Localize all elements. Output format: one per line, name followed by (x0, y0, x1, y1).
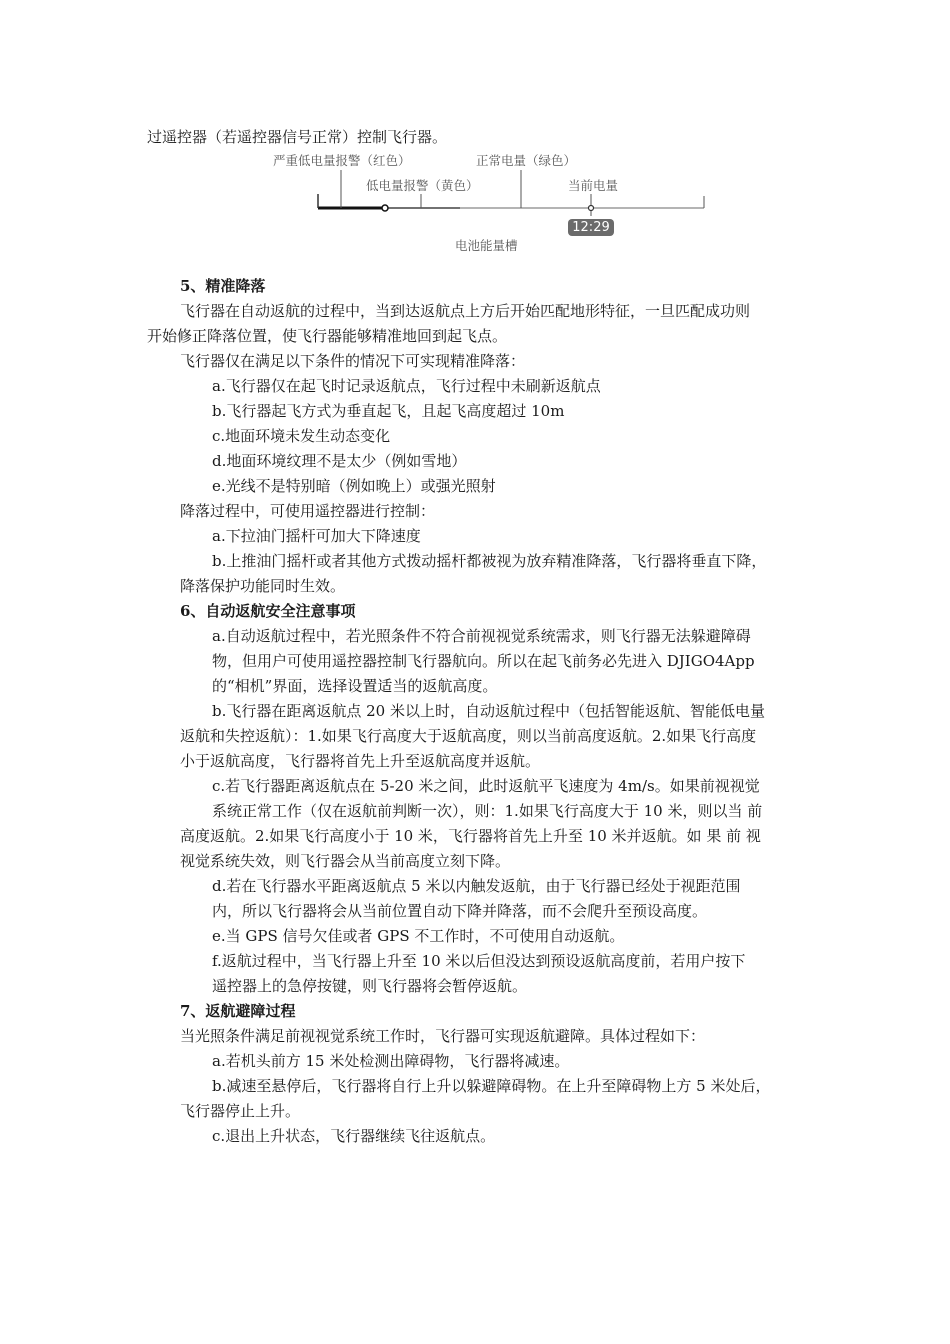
condition-b: b.飞行器起飞方式为垂直起飞，且起飞高度超过 10m (212, 402, 565, 420)
label-current: 当前电量 (568, 178, 619, 193)
battery-diagram-graphic (0, 0, 950, 260)
item-c-1: c.若飞行器距离返航点在 5-20 米之间，此时返航平飞速度为 4m/s。如果前视视觉 (212, 777, 760, 795)
item-d-2: 内，所以飞行器将会从当前位置自动下降并降落，而不会爬升至预设高度。 (212, 902, 708, 920)
step-b-2: 飞行器停止上升。 (180, 1102, 301, 1120)
item-b-2: 返航和失控返航）：1.如果飞行高度大于返航高度，则以当前高度返航。2.如果飞行高度 (180, 727, 757, 745)
section-5-p1a: 飞行器在自动返航的过程中，当到达返航点上方后开始匹配地形特征，一旦匹配成功则 (180, 302, 751, 320)
condition-e: e.光线不是特别暗（例如晚上）或强光照射 (212, 477, 496, 495)
condition-d: d.地面环境纹理不是太少（例如雪地） (212, 452, 467, 470)
item-c-2: 系统正常工作（仅在返航前判断一次），则：1.如果飞行高度大于 10 米，则以当 前 (212, 802, 763, 820)
label-severe-low: 严重低电量报警（红色） (273, 153, 411, 168)
current-dot (589, 206, 594, 211)
item-b-1: b.飞行器在距离返航点 20 米以上时，自动返航过程中（包括智能返航、智能低电量 (212, 702, 765, 720)
step-a: a.若机头前方 15 米处检测出障碍物，飞行器将减速。 (212, 1052, 570, 1070)
item-c-4: 视觉系统失效，则飞行器会从当前高度立刻下降。 (180, 852, 511, 870)
section-5-title: 5、精准降落 (180, 277, 266, 295)
indicator-dot (382, 205, 388, 211)
item-a-1: a.自动返航过程中，若光照条件不符合前视视觉系统需求，则飞行器无法躲避障碍 (212, 627, 751, 645)
item-f-1: f.返航过程中，当飞行器上升至 10 米以后但没达到预设返航高度前，若用户按下 (212, 952, 746, 970)
intro-line: 过遥控器（若遥控器信号正常）控制飞行器。 (147, 128, 448, 146)
item-d-1: d.若在飞行器水平距离返航点 5 米以内触发返航，由于飞行器已经处于视距范围 (212, 877, 741, 895)
section-5-p2: 飞行器仅在满足以下条件的情况下可实现精准降落： (180, 352, 526, 370)
label-normal: 正常电量（绿色） (476, 153, 577, 168)
item-c-3: 高度返航。2.如果飞行高度小于 10 米，飞行器将首先上升至 10 米并返航。如 果 前 视 (180, 827, 761, 845)
section-7-title: 7、返航避障过程 (180, 1002, 296, 1020)
section-5-p1b: 开始修正降落位置，使飞行器能够精准地回到起飞点。 (147, 327, 508, 345)
item-f-2: 遥控器上的急停按键，则飞行器将会暂停返航。 (212, 977, 528, 995)
section-5-p3: 降落过程中，可使用遥控器进行控制： (180, 502, 436, 520)
section-7-p1: 当光照条件满足前视视觉系统工作时，飞行器可实现返航避障。具体过程如下： (180, 1027, 706, 1045)
item-e-1: e.当 GPS 信号欠佳或者 GPS 不工作时，不可使用自动返航。 (212, 927, 625, 945)
section-6-title: 6、自动返航安全注意事项 (180, 602, 356, 620)
step-c: c.退出上升状态，飞行器继续飞往返航点。 (212, 1127, 496, 1145)
condition-a: a.飞行器仅在起飞时记录返航点，飞行过程中未刷新返航点 (212, 377, 601, 395)
item-a-3: 的“相机”界面，选择设置适当的返航高度。 (212, 677, 498, 695)
control-b-1: b.上推油门摇杆或者其他方式拨动摇杆都被视为放弃精准降落，飞行器将垂直下降， (212, 552, 767, 570)
condition-c: c.地面环境未发生动态变化 (212, 427, 391, 445)
step-b-1: b.减速至悬停后，飞行器将自行上升以躲避障碍物。在上升至障碍物上方 5 米处后， (212, 1077, 771, 1095)
time-badge: 12:29 (572, 220, 610, 235)
label-slot: 电池能量槽 (455, 238, 518, 253)
item-a-2: 物，但用户可使用遥控器控制飞行器航向。所以在起飞前务必先进入 DJIGO4App (212, 652, 755, 670)
label-low: 低电量报警（黄色） (366, 178, 479, 193)
control-a: a.下拉油门摇杆可加大下降速度 (212, 527, 421, 545)
item-b-3: 小于返航高度，飞行器将首先上升至返航高度并返航。 (180, 752, 541, 770)
control-b-2: 降落保护功能同时生效。 (180, 577, 346, 595)
